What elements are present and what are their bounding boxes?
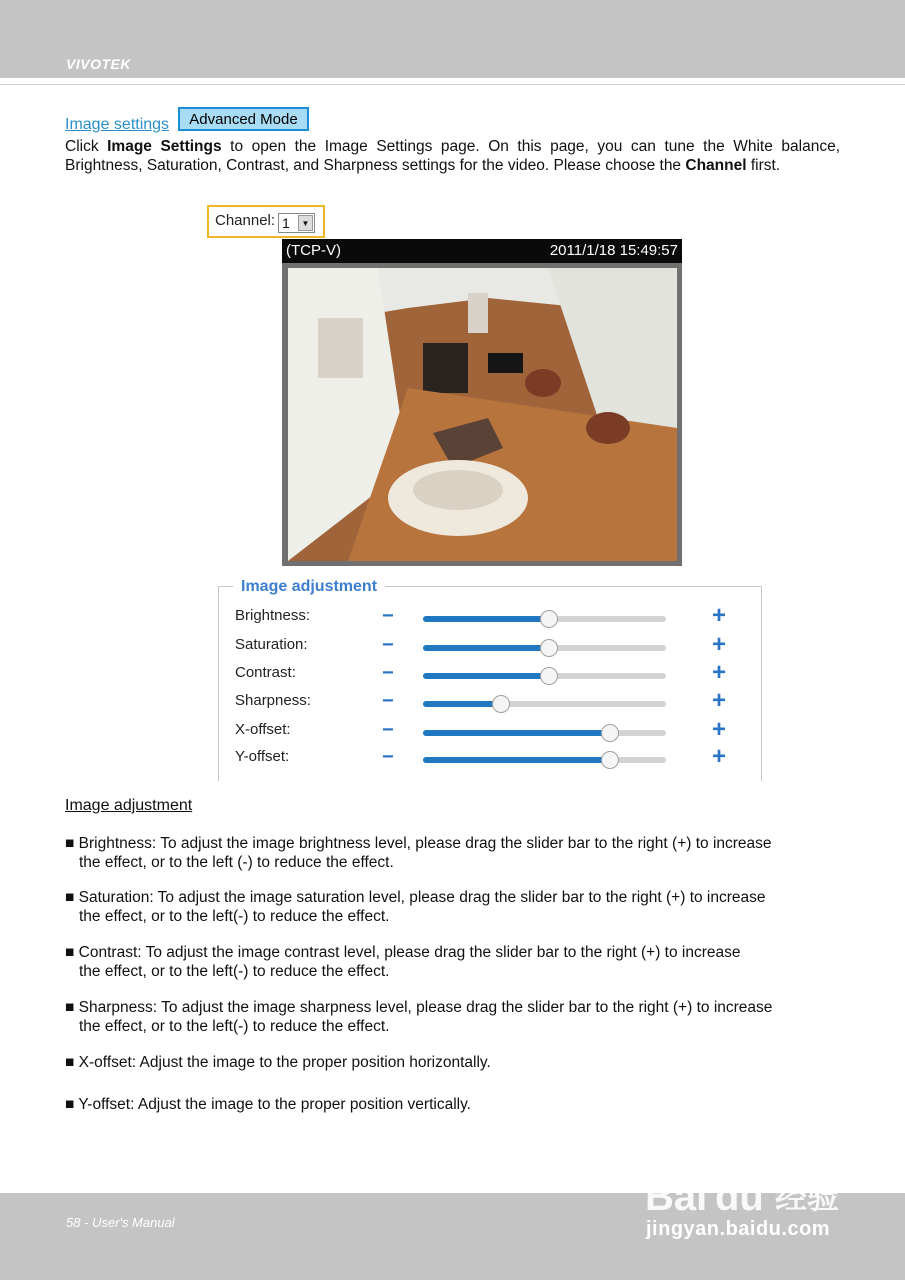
bullet-item [65,834,845,872]
slider-row [219,602,761,635]
page-header [0,0,905,78]
increase-button[interactable]: + [712,687,727,714]
increase-button[interactable]: + [712,659,727,686]
bullet-continuation: the effect, or to the left(-) to reduce the effect. [79,1018,390,1035]
intro-text-1: Click [65,138,108,155]
header-divider [0,84,905,85]
slider-fill [423,645,549,651]
bullet-item [65,888,845,926]
video-timestamp: 2011/1/18 15:49:57 [549,242,678,259]
slider-handle[interactable] [492,695,510,713]
slider-fill [423,730,610,736]
slider-track[interactable] [423,616,666,622]
slider-handle[interactable] [540,667,558,685]
slider-label: Sharpness: [235,692,311,709]
bullet-line: ■ Y-offset: Adjust the image to the proper position vertically. [65,1096,471,1113]
svg-text:Bai: Bai [645,1175,708,1219]
decrease-button[interactable]: − [382,690,394,712]
video-preview [282,239,682,566]
bullet-continuation: the effect, or to the left(-) to reduce the effect. [79,908,390,925]
bullet-line: ■ Brightness: To adjust the image brightness level, please drag the slider bar to the right (+) to increase [65,835,772,852]
intro-bold-channel: Channel [685,157,747,174]
camera-view-image [288,268,677,561]
slider-label: Y-offset: [235,748,290,765]
intro-text-2: to open the Image Settings page. On this page, you can tune the White balance, Brightness, Saturation, Contrast, and Sharpness settings for the video. Please choose the [65,138,840,174]
channel-value: 1 [282,215,290,231]
decrease-button[interactable]: − [382,719,394,741]
slider-handle[interactable] [540,610,558,628]
svg-text:经验: 经验 [775,1178,840,1216]
image-settings-link[interactable]: Image settings [65,116,170,133]
decrease-button[interactable]: − [382,605,394,627]
decrease-button[interactable]: − [382,634,394,656]
intro-bold-image-settings: Image Settings [107,138,222,155]
slider-track[interactable] [423,673,666,679]
brand-logo: VIVOTEK [66,56,131,72]
watermark-url: jingyan.baidu.com [646,1218,831,1240]
slider-row [219,631,761,664]
increase-button[interactable]: + [712,602,727,629]
bullet-item [65,1053,845,1072]
bullet-item [65,998,845,1036]
bullet-line: ■ X-offset: Adjust the image to the proper position horizontally. [65,1054,491,1071]
slider-handle[interactable] [601,724,619,742]
panel-title: Image adjustment [233,578,385,596]
slider-label: Brightness: [235,607,311,624]
image-adjustment-panel [218,578,762,781]
increase-button[interactable]: + [712,716,727,743]
bullet-item [65,943,845,981]
slider-row [219,716,761,749]
slider-label: Saturation: [235,636,308,653]
bullet-continuation: the effect, or to the left (-) to reduce the effect. [79,854,394,871]
section-title: Image adjustment [65,797,193,814]
slider-row [219,659,761,692]
decrease-button[interactable]: − [382,746,394,768]
channel-selector-highlight [207,205,325,238]
video-caption-bar [282,239,682,263]
slider-fill [423,673,549,679]
intro-paragraph [65,137,840,175]
bullet-line: ■ Saturation: To adjust the image saturation level, please drag the slider bar to the right (+) to increase [65,889,766,906]
svg-text:du: du [715,1175,764,1219]
page-number: 58 - User's Manual [66,1215,175,1230]
advanced-mode-button[interactable]: Advanced Mode [178,107,309,131]
slider-label: X-offset: [235,721,291,738]
slider-fill [423,616,549,622]
channel-label: Channel: [215,212,276,229]
increase-button[interactable]: + [712,631,727,658]
slider-fill [423,757,610,763]
channel-select[interactable] [278,213,315,233]
video-protocol: (TCP-V) [286,242,341,259]
bullet-line: ■ Sharpness: To adjust the image sharpness level, please drag the slider bar to the right (+) to increase [65,999,773,1016]
slider-track[interactable] [423,701,666,707]
slider-row [219,687,761,720]
slider-label: Contrast: [235,664,296,681]
slider-track[interactable] [423,645,666,651]
bullet-continuation: the effect, or to the left(-) to reduce the effect. [79,963,390,980]
increase-button[interactable]: + [712,743,727,770]
slider-fill [423,701,501,707]
slider-track[interactable] [423,757,666,763]
chevron-down-icon[interactable]: ▼ [298,215,313,231]
slider-row [219,743,761,776]
decrease-button[interactable]: − [382,662,394,684]
slider-handle[interactable] [540,639,558,657]
slider-track[interactable] [423,730,666,736]
bullet-line: ■ Contrast: To adjust the image contrast level, please drag the slider bar to the right (+) to increase [65,944,741,961]
slider-handle[interactable] [601,751,619,769]
intro-text-3: first. [746,157,781,174]
bullet-item [65,1095,845,1114]
